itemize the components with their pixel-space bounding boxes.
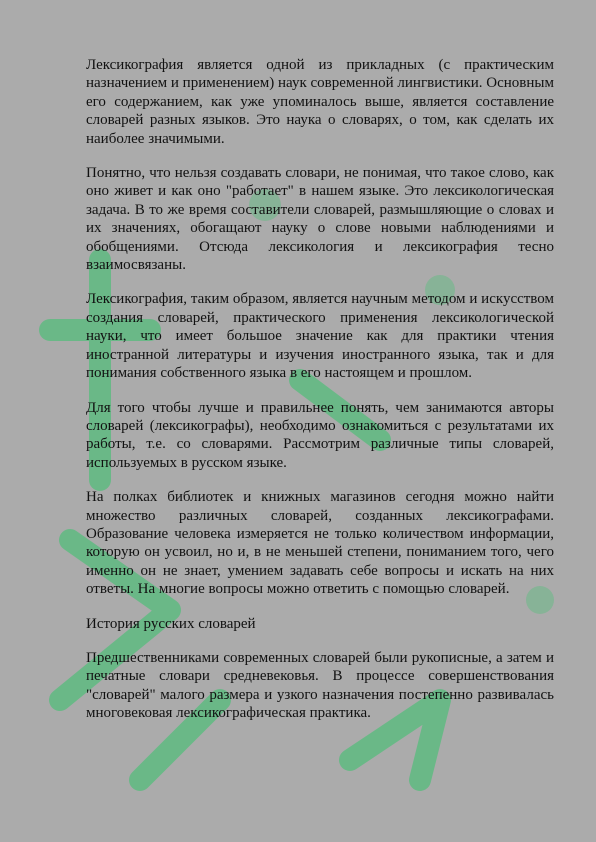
paragraph-6: Предшественниками современных словарей были рукописные, а затем и печатные словари средневековья. В процессе совершенствования "словарей" малого размера и узкого назначения постепенно развивалась многовековая лексикографическая практика. (86, 649, 554, 722)
document-body (86, 56, 554, 739)
paragraph-3: Лексикография, таким образом, является научным методом и искусством создания словарей, практического применения лексикологической науки, что имеет большое значение как для практики чтения иностранной литературы и изучения иностранного языка, так и для понимания собственного языка в его настоящем и прошлом. (86, 291, 554, 382)
section-heading: История русских словарей (86, 615, 256, 632)
paragraph-4: Для того чтобы лучше и правильнее понять, чем занимаются авторы словарей (лексикографы), необходимо ознакомиться с результатами их работы, т.е. со словарями. Рассмотрим различные типы словарей, используемых в русском языке. (86, 399, 554, 471)
paragraph-1: Лексикография является одной из прикладных (с практическим назначением и применением) наук современной лингвистики. Основным его содержанием, как уже упоминалось выше, является составление словарей разных языков. Это наука о словарях, о том, как сделать их наиболее значимыми. (86, 57, 554, 147)
paragraph-2: Понятно, что нельзя создавать словари, не понимая, что такое слово, как оно живет и как оно "работает" в нашем языке. Это лексикологическая задача. В то же время составители словарей, размышляющие о словах и их значениях, обогащают науку о слове новыми наблюдениями и обобщениями. Отсюда лексикология и лексикография тесно взаимосвязаны. (86, 165, 554, 274)
paragraph-5: На полках библиотек и книжных магазинов сегодня можно найти множество различных словарей, созданных лексикографами. Образование человека измеряется не только количеством информации, которую он усвоил, но и, в не меньшей степени, пониманием того, чего именно он не знает, умением задавать себе вопросы и искать на них ответы. На многие вопросы можно ответить с помощью словарей. (86, 489, 554, 598)
